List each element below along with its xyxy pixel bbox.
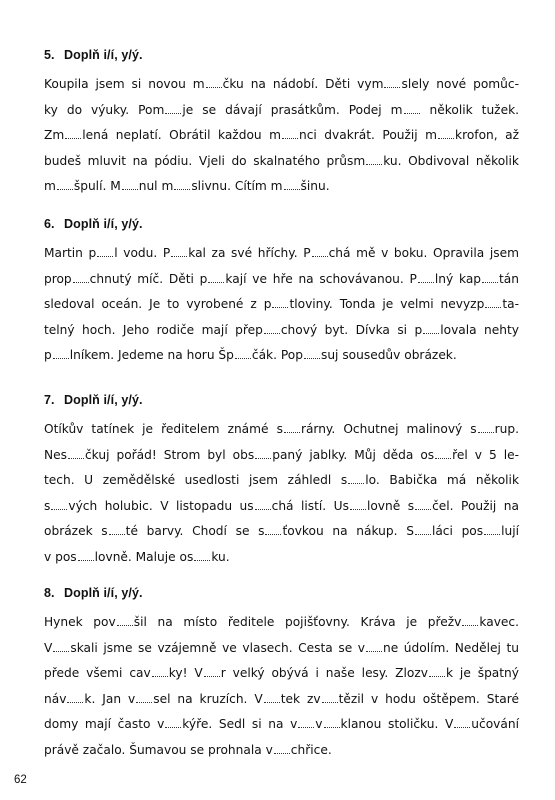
fill-blank[interactable] [284,431,300,433]
fill-blank[interactable] [117,624,133,626]
fill-blank[interactable] [418,281,434,283]
fill-blank[interactable] [298,726,314,728]
text-segment: špulí. M [73,179,121,193]
fill-blank[interactable] [274,752,290,754]
text-segment: lená neplatí. Obrátil každou m [82,128,281,142]
text-segment: té barvy. Chodí se s [125,524,265,538]
text-segment: sel na kruzích. V [153,691,263,706]
exercise-instruction: Doplň i/í, y/ý. [64,393,143,407]
text-segment: několik tužek. [420,102,520,117]
fill-blank[interactable] [174,188,190,190]
exercise-number: 8. [44,586,55,600]
text-segment: m [44,179,56,193]
fill-blank[interactable] [206,86,222,88]
fill-blank[interactable] [438,137,454,139]
text-line [44,687,519,713]
text-line [44,267,519,293]
text-segment: láci pos [431,524,484,538]
text-segment: slely nové pomůc- [401,77,519,91]
text-segment: je se dávají prasátkům. Podej m [182,102,403,117]
exercise-instruction: Doplň i/í, y/ý. [64,217,143,231]
text-segment: šil na místo ředitele pojišťovny. Kráva je přežv [133,615,462,629]
text-segment: Hynek pov [44,615,116,629]
fill-blank[interactable] [68,457,84,459]
text-segment: ťovkou na nákup. S [282,524,414,538]
text-line [44,149,519,175]
text-segment: prop [44,271,72,286]
exercise-title [44,217,519,231]
text-segment: přede všemi cav [44,666,151,680]
text-segment: právě začalo. Šumavou se prohnala v [44,742,273,757]
text-segment: nci dvakrát. Použij m [299,128,438,142]
exercise-text [44,417,519,570]
text-line [44,712,519,738]
text-line [44,661,519,687]
fill-blank[interactable] [264,332,280,334]
page-number: 62 [14,774,27,786]
text-segment: skali jsme se vzájemně ve vlasech. Cesta se v [70,640,365,655]
fill-blank[interactable] [272,306,288,308]
text-segment: lo. Babička má několik [365,473,519,487]
fill-blank[interactable] [462,624,478,626]
text-line [44,292,519,318]
text-segment: obrázek s [44,524,108,538]
fill-blank[interactable] [235,357,251,359]
text-segment: čel. Použij na [432,498,519,513]
fill-blank[interactable] [454,726,470,728]
text-line [44,417,519,443]
fill-blank[interactable] [208,281,224,283]
text-segment: k je špatný [445,666,519,680]
fill-blank[interactable] [136,701,152,703]
text-segment: ku. Obdivoval několik [383,153,519,168]
fill-blank[interactable] [366,650,382,652]
fill-blank[interactable] [485,306,501,308]
fill-blank[interactable] [350,508,366,510]
exercise-text [44,241,519,369]
text-segment: paný jablky. Můj děda os [272,447,435,462]
text-segment: rup. [494,422,520,436]
fill-blank[interactable] [484,533,500,535]
text-segment: chřice. [290,742,332,757]
text-line [44,443,519,469]
text-segment: Martin p [44,246,97,260]
fill-blank[interactable] [53,357,69,359]
text-segment: lný kap [434,271,482,286]
fill-blank[interactable] [78,559,94,561]
fill-blank[interactable] [304,357,320,359]
text-segment: v pos [44,549,77,564]
fill-blank[interactable] [284,188,300,190]
text-segment: p [44,348,52,362]
text-line [44,72,519,98]
text-segment: r velký obývá i naše lesy. Zlozv [220,666,428,680]
fill-blank[interactable] [204,675,220,677]
fill-blank[interactable] [415,508,431,510]
text-segment: ne údolím. Nedělej tu [382,640,519,655]
text-segment: slivnu. Cítím m [191,179,283,193]
exercise-instruction: Doplň i/í, y/ý. [64,586,143,600]
text-segment: ky do výuky. Pom [44,102,165,117]
text-segment: v [315,717,323,731]
text-segment: Otíkův tatínek je ředitelem známé s [44,422,283,436]
fill-blank[interactable] [264,701,280,703]
text-segment: tloviny. Tonda je velmi nevyzp [289,297,485,311]
exercise-number: 5. [44,48,55,62]
text-segment: čku na nádobí. Děti vym [222,77,384,91]
text-segment: ta- [502,297,519,311]
fill-blank[interactable] [415,533,431,535]
text-line [44,123,519,149]
exercise-6 [44,217,519,369]
fill-blank[interactable] [265,533,281,535]
text-segment: čák. Pop [251,348,303,362]
fill-blank[interactable] [348,482,364,484]
exercise-7 [44,393,519,570]
text-line [44,738,519,764]
fill-blank[interactable] [165,726,181,728]
text-segment: rárny. Ochutnej malinový s [300,422,477,436]
text-line [44,343,519,369]
text-segment: náv [44,691,67,706]
text-line [44,98,519,124]
text-segment: k. Jan v [84,691,136,706]
text-segment: Koupila jsem si novou m [44,77,205,91]
fill-blank[interactable] [255,508,271,510]
text-line [44,545,519,571]
fill-blank[interactable] [282,137,298,139]
text-segment: tán [499,271,520,286]
text-segment: čkuj pořád! Strom byl obs [84,447,255,462]
text-segment: V [44,640,53,655]
fill-blank[interactable] [423,332,439,334]
fill-blank[interactable] [57,188,73,190]
text-segment: kýře. Sedl si na v [182,717,298,731]
text-segment: suj sousedův obrázek. [320,348,457,362]
fill-blank[interactable] [53,650,69,652]
text-segment: vých holubic. V listopadu us [68,498,254,513]
text-segment: chový byt. Dívka si p [280,322,423,337]
fill-blank[interactable] [97,255,113,257]
fill-blank[interactable] [109,533,125,535]
text-segment: Nes [44,447,67,462]
fill-blank[interactable] [324,726,340,728]
text-segment: chá mě v boku. Opravila jsem [328,246,519,260]
fill-blank[interactable] [478,431,494,433]
exercise-text [44,610,519,763]
text-segment: šinu. [300,179,330,193]
text-segment: učování [471,717,519,731]
fill-blank[interactable] [165,112,181,114]
text-segment: kavec. [479,615,519,629]
text-segment: s [44,498,51,513]
text-segment: lovně s [366,498,415,513]
text-segment: lovně. Maluje os [94,549,194,564]
exercise-title [44,393,519,407]
fill-blank[interactable] [122,188,138,190]
text-segment: kají ve hře na schovávanou. P [225,271,417,286]
text-segment: ku. [211,549,230,564]
text-segment: domy mají často v [44,717,165,731]
fill-blank[interactable] [322,701,338,703]
text-segment: budeš mluvit na pódiu. Vjeli do skalnatého průsm [44,153,366,168]
text-line [44,174,519,200]
text-segment: tězil v hodu oštěpem. Staré [338,691,519,706]
text-segment: lují [501,524,519,538]
exercise-5 [44,48,519,200]
text-segment: řel v 5 le- [452,447,519,462]
fill-blank[interactable] [366,163,382,165]
text-line [44,610,519,636]
text-segment: lníkem. Jedeme na horu Šp [69,348,234,362]
exercise-number: 6. [44,217,55,231]
text-segment: ky! V [168,666,203,680]
fill-blank[interactable] [482,281,498,283]
exercise-instruction: Doplň i/í, y/ý. [64,48,143,62]
fill-blank[interactable] [429,675,445,677]
text-segment: tek zv [280,691,321,706]
fill-blank[interactable] [194,559,210,561]
fill-blank[interactable] [51,508,67,510]
fill-blank[interactable] [384,86,400,88]
text-segment: chnutý míč. Děti p [89,271,208,286]
text-segment: lovala nehty [440,322,519,337]
text-line [44,494,519,520]
exercise-text [44,72,519,200]
fill-blank[interactable] [312,255,328,257]
text-line [44,241,519,267]
exercise-number: 7. [44,393,55,407]
text-segment: klanou stoličku. V [340,717,454,731]
text-line [44,468,519,494]
fill-blank[interactable] [65,137,81,139]
text-segment: chá listí. Us [271,498,349,513]
text-segment: tech. U zemědělské usedlosti jsem záhledl s [44,473,348,487]
exercise-title [44,48,519,62]
text-segment: nul m [138,179,174,193]
text-line [44,318,519,344]
text-segment: l vodu. P [114,246,171,260]
exercise-title [44,586,519,600]
fill-blank[interactable] [435,457,451,459]
fill-blank[interactable] [152,675,168,677]
text-line [44,636,519,662]
exercise-8 [44,586,519,763]
fill-blank[interactable] [404,112,420,114]
text-segment: kal za své hříchy. P [188,246,311,260]
fill-blank[interactable] [255,457,271,459]
text-line [44,519,519,545]
fill-blank[interactable] [171,255,187,257]
text-segment: telný hoch. Jeho rodiče mají přep [44,322,263,337]
text-segment: sledoval oceán. Je to vyrobené z p [44,297,272,311]
fill-blank[interactable] [67,701,83,703]
fill-blank[interactable] [73,281,89,283]
text-segment: krofon, až [455,128,519,142]
text-segment: Zm [44,128,65,142]
